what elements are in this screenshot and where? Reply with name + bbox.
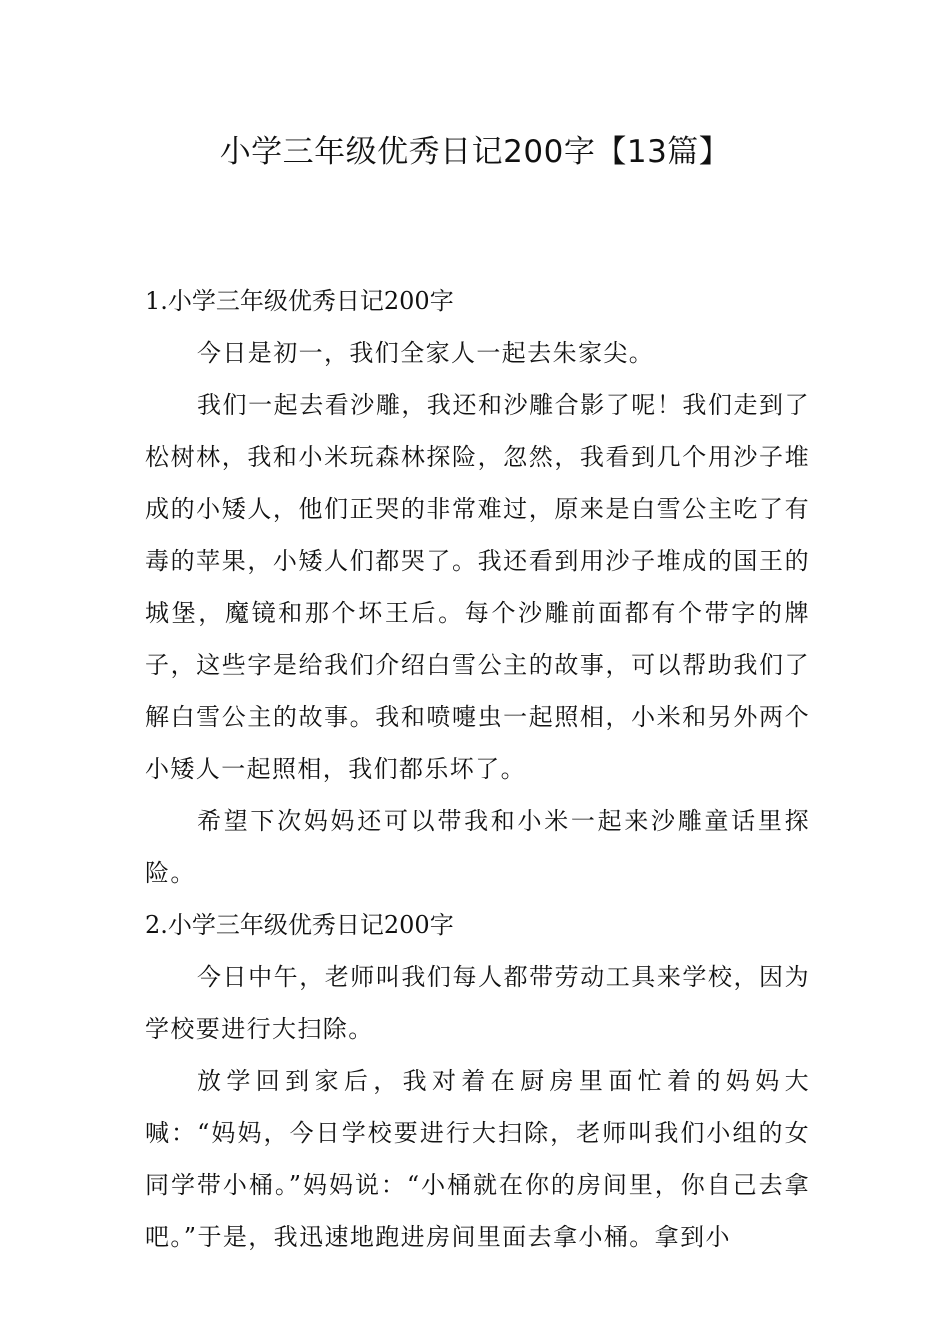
paragraph: 今日中午，老师叫我们每人都带劳动工具来学校，因为学校要进行大扫除。: [145, 963, 810, 1043]
paragraph: 放学回到家后，我对着在厨房里面忙着的妈妈大喊：“妈妈，今日学校要进行大扫除，老师叫我们小组的女同学带小桶。”妈妈说：“小桶就在你的房间里，你自己去拿吧。”于是，我迅速地跑进房间里面去拿小桶。拿到小: [145, 1067, 810, 1251]
paragraph: 我们一起去看沙雕，我还和沙雕合影了呢！我们走到了松树林，我和小米玩森林探险，忽然，我看到几个用沙子堆成的小矮人，他们正哭的非常难过，原来是白雪公主吃了有毒的苹果，小矮人们都哭了。我还看到用沙子堆成的国王的城堡，魔镜和那个坏王后。每个沙雕前面都有个带字的牌子，这些字是给我们介绍白雪公主的故事，可以帮助我们了解白雪公主的故事。我和喷嚏虫一起照相，小米和另外两个小矮人一起照相，我们都乐坏了。: [145, 391, 810, 783]
paragraph: 希望下次妈妈还可以带我和小米一起来沙雕童话里探险。: [145, 807, 810, 887]
document-body: [145, 275, 810, 1263]
page-title: 小学三年级优秀日记200字【13篇】: [219, 134, 731, 170]
section-heading: 2.小学三年级优秀日记200字: [145, 911, 454, 939]
section-heading: 1.小学三年级优秀日记200字: [145, 287, 454, 315]
section-2: [145, 899, 810, 1263]
paragraph: 今日是初一，我们全家人一起去朱家尖。: [197, 339, 655, 367]
section-1: [145, 275, 810, 899]
